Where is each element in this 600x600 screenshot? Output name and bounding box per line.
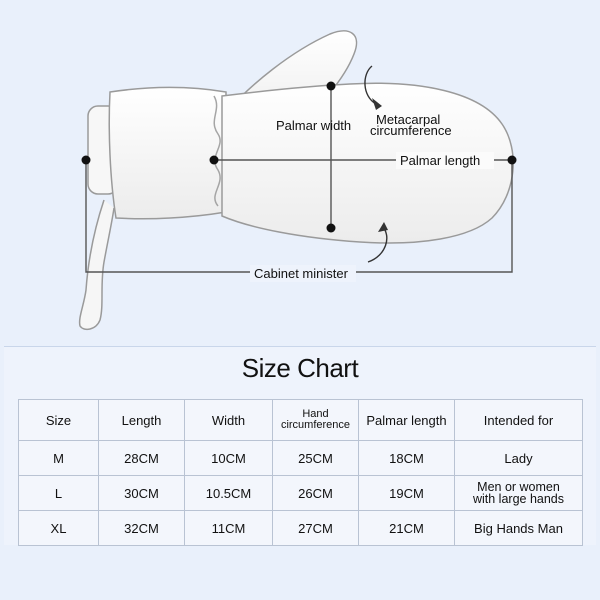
header-palmar-length: Palmar length: [359, 400, 455, 441]
metacarpal-label-line2: circumference: [370, 123, 452, 138]
cell-width: 10.5CM: [185, 476, 273, 511]
header-intended-for: Intended for: [455, 400, 583, 441]
size-chart-panel: [4, 346, 596, 545]
cell-size: XL: [19, 511, 99, 546]
cabinet-minister-label: Cabinet minister: [254, 266, 348, 281]
cell-length: 30CM: [99, 476, 185, 511]
cell-length: 28CM: [99, 441, 185, 476]
table-header-row: [19, 400, 583, 441]
palmar-width-label: Palmar width: [276, 118, 352, 133]
cell-length: 32CM: [99, 511, 185, 546]
intended-line2: with large hands: [472, 492, 565, 506]
size-chart-title: Size Chart: [241, 353, 359, 383]
cell-palmar: 18CM: [359, 441, 455, 476]
strap-loop: [80, 200, 114, 329]
intended-line1: Men or women: [477, 480, 560, 494]
table-row: [19, 476, 583, 511]
cell-palmar: 19CM: [359, 476, 455, 511]
cell-hand: 27CM: [273, 511, 359, 546]
cell-width: 10CM: [185, 441, 273, 476]
table-row: [19, 441, 583, 476]
cell-palmar: 21CM: [359, 511, 455, 546]
cell-hand: 25CM: [273, 441, 359, 476]
metacarpal-label-line1: Metacarpal: [376, 112, 441, 127]
table-row: [19, 511, 583, 546]
size-chart-table: [18, 399, 583, 546]
cell-intended: Lady: [455, 441, 583, 476]
cell-width: 11CM: [185, 511, 273, 546]
cell-intended: Big Hands Man: [455, 511, 583, 546]
header-width: Width: [185, 400, 273, 441]
cell-size: L: [19, 476, 99, 511]
glove-cuff: [109, 88, 226, 219]
palmar-length-label: Palmar length: [400, 153, 481, 168]
cell-intended: [455, 476, 583, 511]
cell-size: M: [19, 441, 99, 476]
header-hand-circumference: [273, 400, 359, 441]
header-size: Size: [19, 400, 99, 441]
cell-hand: 26CM: [273, 476, 359, 511]
header-hand-line2: circumference: [280, 419, 351, 431]
header-hand-line1: Hand: [302, 408, 329, 420]
header-length: Length: [99, 400, 185, 441]
